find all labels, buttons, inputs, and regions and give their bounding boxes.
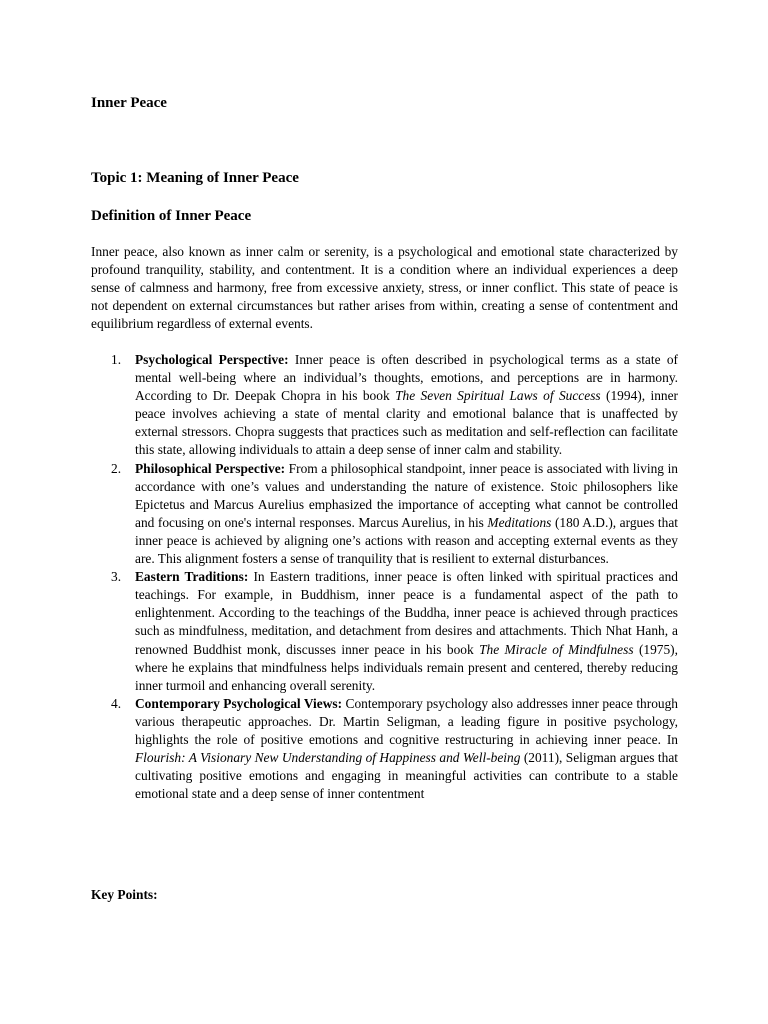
list-item [91,568,678,695]
list-item-lead: Eastern Traditions: [135,569,249,585]
list-item-text: In Eastern traditions, inner peace is often linked with spiritual practices and teachings. For example, in Buddhism, inner peace is a fundamental aspect of the path to enlightenment. According to the teachings of the Buddha, inner peace is achieved through practices such as mindfulness, meditation, and detachment from desires and attachments. Thich Nhat Hanh, a renowned Buddhist monk, discusses inner peace in his book [135,569,678,657]
list-item-lead: Psychological Perspective: [135,352,289,367]
intro-paragraph: Inner peace, also known as inner calm or serenity, is a psychological and emotional state characterized by profound tranquility, stability, and contentment. It is a condition where an individual experiences a deep sense of calmness and harmony, free from excessive anxiety, stress, or inner conflict. This state of peace is not dependent on external circumstances but rather arises from within, creating a sense of contentment and equilibrium regardless of external events. [91,244,678,332]
list-item-lead: Philosophical Perspective: [135,460,286,476]
topic-title: Topic 1: Meaning of Inner Peace [91,170,299,186]
book-title: Meditations [487,514,552,530]
list-item-text: Contemporary psychology also addresses inner peace through various therapeutic approaches. Dr. Martin Seligman, a leading figure in positive psychology, highlights the role of positive emotions and cognitive restructuring in achieving inner peace. In [135,695,678,747]
key-points-heading: Key Points: [91,887,158,902]
list-item-text: (180 A.D.), argues that inner peace is achieved by aligning one’s actions with reason and accepting external events as they are. This alignment fosters a sense of tranquility that is resilient to external disturbances. [135,514,678,567]
book-title: Flourish: A Visionary New Understanding of Happiness and Well-being [135,750,521,766]
list-item [91,351,678,460]
list-item-number: 1. [111,352,122,367]
list-item-text: (2011), Seligman argues that cultivating positive emotions and engaging in meaningful activities can contribute to a stable emotional state and a deep sense of inner contentment [135,750,678,802]
book-title: The Seven Spiritual Laws of Success [395,388,601,404]
perspectives-list [91,351,678,803]
list-item-text: (1994), inner peace involves achieving a state of mental clarity and emotional balance that is unaffected by external stressors. Chopra suggests that practices such as meditation and self-reflection can facilitate this state, allowing individuals to attain a deep sense of inner calm and stability. [135,388,678,458]
list-item-number: 4. [111,695,122,711]
list-item-lead: Contemporary Psychological Views: [135,695,343,711]
book-title: The Miracle of Mindfulness [479,641,634,657]
list-item-number: 2. [111,460,122,476]
list-item-text: Inner peace is often described in psychological terms as a state of mental well-being where an individual’s thoughts, emotions, and perceptions are in harmony. According to Dr. Deepak Chopra in his book [135,352,678,404]
list-item [91,460,678,569]
list-item-text: (1975), where he explains that mindfulness helps individuals remain present and centered, thereby reducing inner turmoil and enhancing overall serenity. [135,641,678,693]
list-item-number: 3. [111,569,122,585]
section-title: Definition of Inner Peace [91,208,252,224]
list-item [91,695,678,804]
document-title: Inner Peace [91,95,167,111]
list-item-text: From a philosophical standpoint, inner peace is associated with living in accordance with one’s values and understanding the nature of existence. Stoic philosophers like Epictetus and Marcus Aurelius emphasized the importance of accepting what cannot be controlled and focusing on one's internal responses. Marcus Aurelius, in his [135,460,678,530]
